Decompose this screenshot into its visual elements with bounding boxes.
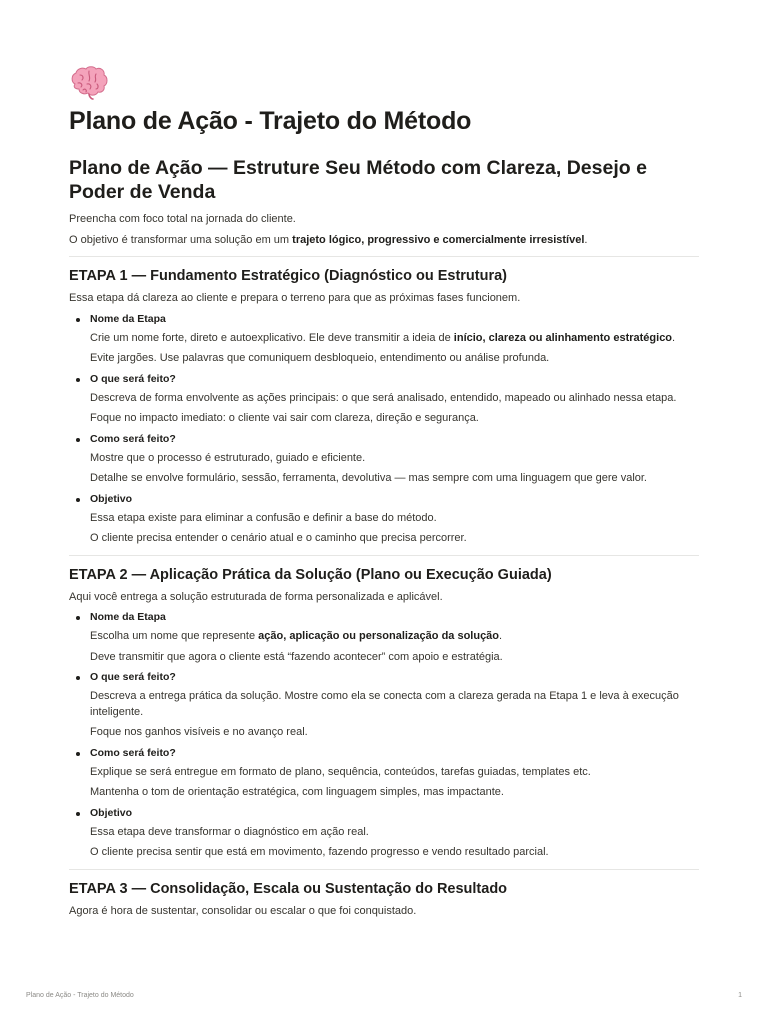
item-paragraph [90,411,699,427]
section-list [69,610,699,861]
list-item [69,610,699,665]
section-heading: ETAPA 3 — Consolidação, Escala ou Sustentação do Resultado [69,880,508,897]
section-heading: ETAPA 2 — Aplicação Prática da Solução (Plano ou Execução Guiada) [69,566,552,583]
item-title: Como será feito? [90,432,176,445]
item-paragraph [90,765,699,781]
section-description: Agora é hora de sustentar, consolidar ou escalar o que foi conquistado. [69,904,417,917]
item-paragraph [90,650,699,666]
bullet-icon [76,752,80,756]
section-etapa-1 [69,267,699,547]
page-number: 1 [738,992,742,999]
text-span: Deve transmitir que agora o cliente está “fazendo acontecer” com apoio e estratégia. [90,650,503,663]
text-span: O cliente precisa sentir que está em movimento, fazendo progresso e vendo resultado parcial. [90,846,549,858]
list-item [69,492,699,547]
item-paragraph [90,531,699,547]
intro [69,212,699,248]
text-span: . [672,331,676,344]
text-span: Crie um nome forte, direto e autoexplicativo. Ele deve transmitir a ideia de [90,331,454,344]
item-title: Como será feito? [90,746,176,759]
bold-text: ação, aplicação ou personalização da solução [258,630,500,642]
item-title: Objetivo [90,492,133,505]
text-span: O objetivo é transformar uma solução em um [69,233,293,246]
text-span: Detalhe se envolve formulário, sessão, ferramenta, devolutiva — mas sempre com uma linguagem que gere valor. [90,472,647,484]
list-item [69,806,699,861]
footer-title: Plano de Ação - Trajeto do Método [26,992,134,999]
divider [69,555,699,556]
text-span: Foque no impacto imediato: o cliente vai sair com clareza, direção e segurança. [90,412,479,424]
item-title: Nome da Etapa [90,611,166,623]
item-paragraph [90,689,699,720]
page-footer [26,992,742,999]
item-title: O que será feito? [90,671,176,683]
text-span: Preencha com foco total na jornada do cliente. [69,213,296,225]
text-span: Descreva a entrega prática da solução. Mostre como ela se conecta com a clareza gerada na Etapa 1 e leva à execução inteligente. [90,690,679,718]
list-item [69,312,699,367]
list-item [69,372,699,427]
bullet-icon [76,616,80,620]
list-item [69,432,699,487]
text-span: Escolha um nome que represente [90,630,259,642]
text-span: Essa etapa existe para eliminar a confusão e definir a base do método. [90,511,437,524]
section-etapa-3 [69,880,699,920]
item-paragraph [90,451,699,467]
brain-icon [69,66,109,100]
item-paragraph [90,785,699,801]
item-paragraph [90,331,699,347]
text-span: Mantenha o tom de orientação estratégica, com linguagem simples, mas impactante. [90,786,504,798]
text-span: Evite jargões. Use palavras que comuniquem desbloqueio, entendimento ou análise profunda. [90,352,550,364]
item-paragraph [90,825,699,841]
item-paragraph [90,351,699,367]
bold-text: início, clareza ou alinhamento estratégico [453,331,673,344]
bold-text: trajeto lógico, progressivo e comercialmente irresistível [292,233,585,246]
list-item [69,670,699,741]
item-paragraph [90,471,699,487]
item-paragraph [90,391,699,407]
item-title: Objetivo [90,806,133,819]
item-title: O que será feito? [90,372,176,385]
text-span: Essa etapa deve transformar o diagnóstico em ação real. [90,825,369,838]
intro-paragraph [69,212,699,228]
subtitle: Plano de Ação — Estruture Seu Método com Clareza, Desejo e Poder de Venda [69,157,647,203]
text-span: O cliente precisa entender o cenário atual e o caminho que precisa percorrer. [90,532,467,544]
intro-paragraph [69,233,699,249]
item-paragraph [90,629,699,645]
bullet-icon [76,378,80,382]
item-title: Nome da Etapa [90,312,166,325]
divider [69,869,699,870]
text-span: Explique se será entregue em formato de plano, sequência, conteúdos, tarefas guiadas, templates etc. [90,765,591,778]
divider [69,256,699,257]
bullet-icon [76,812,80,816]
sections [69,256,699,919]
section-list [69,312,699,547]
section-description: Aqui você entrega a solução estruturada de forma personalizada e aplicável. [69,590,443,603]
section-etapa-2 [69,566,699,861]
text-span: . [499,630,503,642]
text-span: Descreva de forma envolvente as ações principais: o que será analisado, entendido, mapeado ou alinhado nessa etapa. [90,391,677,404]
bullet-icon [76,438,80,442]
text-span: Mostre que o processo é estruturado, guiado e eficiente. [90,451,366,464]
item-paragraph [90,511,699,527]
page-title: Plano de Ação - Trajeto do Método [69,107,472,135]
section-heading: ETAPA 1 — Fundamento Estratégico (Diagnóstico ou Estrutura) [69,268,507,284]
bullet-icon [76,676,80,680]
section-description: Essa etapa dá clareza ao cliente e prepara o terreno para que as próximas fases funcionem. [69,292,521,304]
list-item [69,746,699,801]
item-paragraph [90,845,699,861]
text-span: Foque nos ganhos visíveis e no avanço real. [90,726,308,738]
text-span: . [584,233,588,246]
item-paragraph [90,725,699,741]
bullet-icon [76,498,80,502]
document-page [69,66,699,924]
bullet-icon [76,318,80,322]
